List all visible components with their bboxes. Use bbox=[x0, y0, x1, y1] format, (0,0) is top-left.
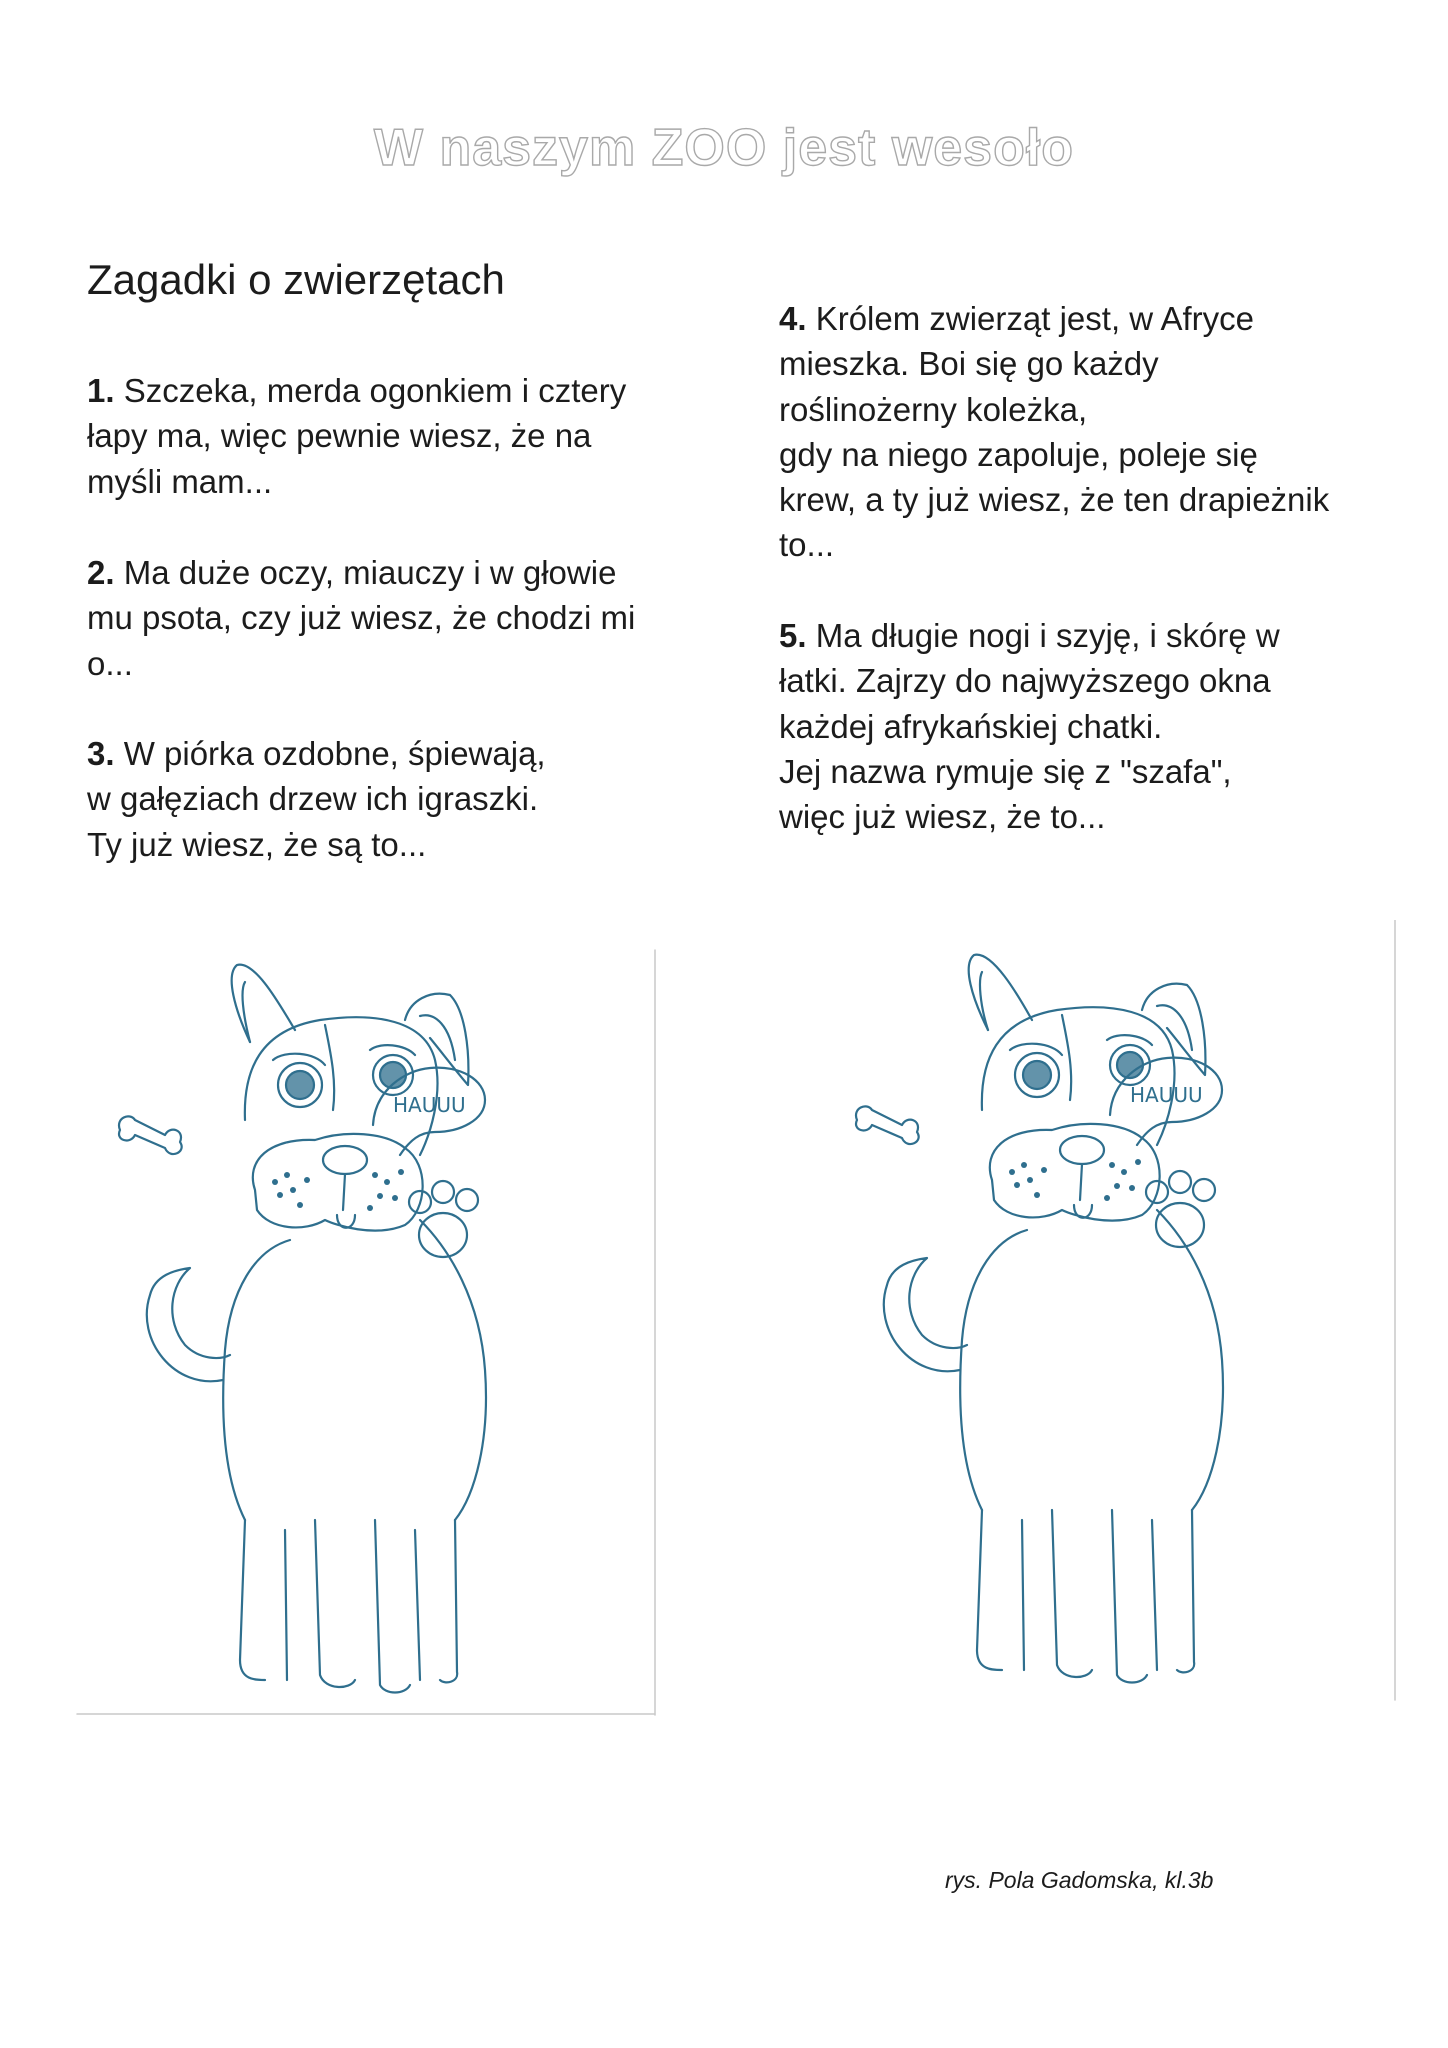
riddle-line: Królem zwierząt jest, w Afryce bbox=[815, 300, 1254, 337]
dog-figure bbox=[147, 965, 486, 1693]
riddle-line: roślinożerny koleżka, bbox=[779, 390, 1088, 428]
riddle-line: więc już wiesz, że to... bbox=[779, 798, 1106, 836]
speech-text: HAUUU bbox=[1130, 1083, 1203, 1107]
riddle-line: Jej nazwa rymuje się z "szafa", bbox=[779, 752, 1232, 790]
riddle-3 bbox=[87, 731, 697, 867]
speech-text: HAUUU bbox=[393, 1093, 466, 1117]
riddle-4 bbox=[779, 296, 1399, 568]
riddle-number: 4. bbox=[779, 300, 807, 337]
riddle-line: każdej afrykańskiej chatki. bbox=[779, 707, 1163, 745]
riddle-line: Ma duże oczy, miauczy i w głowie bbox=[123, 554, 617, 591]
riddle-line: mu psota, czy już wiesz, że chodzi mi bbox=[87, 599, 636, 637]
riddle-line: łatki. Zajrzy do najwyższego okna bbox=[779, 662, 1271, 700]
dog-drawing bbox=[810, 920, 1400, 1720]
riddle-number: 1. bbox=[87, 372, 115, 409]
paw-icon bbox=[1146, 1171, 1215, 1247]
riddle-line: W piórka ozdobne, śpiewają, bbox=[123, 735, 546, 772]
dog-figure bbox=[884, 955, 1223, 1683]
riddle-2 bbox=[87, 550, 697, 686]
drawing-caption: rys. Pola Gadomska, kl.3b bbox=[945, 1867, 1214, 1893]
page-title: W naszym ZOO jest wesoło bbox=[373, 119, 1075, 177]
riddle-number: 5. bbox=[779, 617, 807, 654]
riddle-line: łapy ma, więc pewnie wiesz, że na bbox=[87, 417, 592, 455]
riddle-line: Ty już wiesz, że są to... bbox=[87, 825, 427, 863]
riddle-number: 3. bbox=[87, 735, 115, 772]
riddle-line: Szczeka, merda ogonkiem i cztery bbox=[123, 372, 627, 409]
bone-icon bbox=[856, 1106, 919, 1144]
riddle-line: gdy na niego zapoluje, poleje się bbox=[779, 435, 1258, 473]
riddle-1 bbox=[87, 368, 697, 504]
muzzle-spots bbox=[272, 1169, 404, 1211]
riddle-line: w gałęziach drzew ich igraszki. bbox=[87, 780, 539, 818]
dog-drawing bbox=[75, 920, 660, 1720]
paw-icon bbox=[409, 1181, 478, 1257]
riddle-line: o... bbox=[87, 644, 133, 682]
riddle-line: mieszka. Boi się go każdy bbox=[779, 345, 1159, 383]
riddle-line: krew, a ty już wiesz, że ten drapieżnik bbox=[779, 481, 1330, 519]
riddle-line: Ma długie nogi i szyję, i skórę w bbox=[815, 617, 1280, 654]
riddle-line: myśli mam... bbox=[87, 462, 273, 500]
riddle-number: 2. bbox=[87, 554, 115, 591]
section-heading: Zagadki o zwierzętach bbox=[87, 256, 505, 303]
muzzle-spots bbox=[1009, 1159, 1141, 1201]
riddle-5 bbox=[779, 613, 1399, 839]
riddle-line: to... bbox=[779, 526, 835, 564]
bone-icon bbox=[119, 1116, 182, 1154]
